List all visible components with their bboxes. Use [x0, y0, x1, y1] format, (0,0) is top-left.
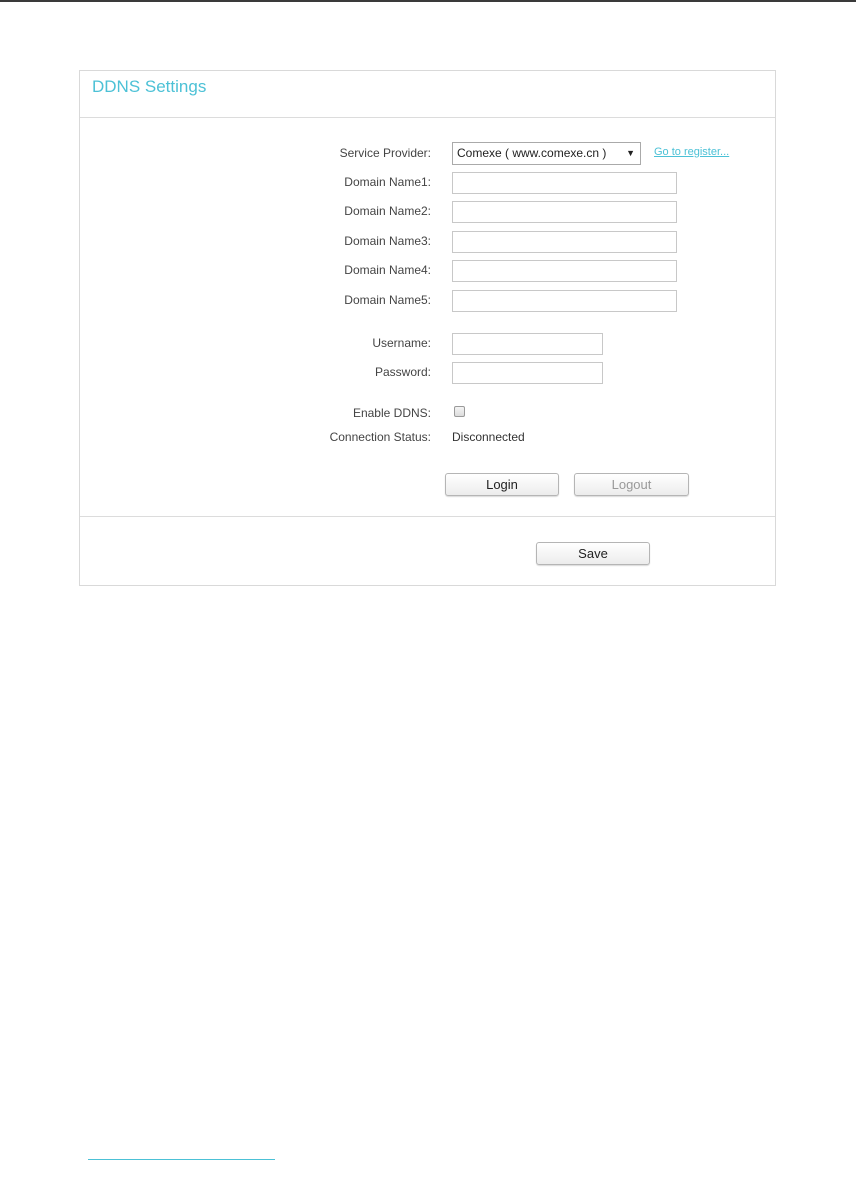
- connection-status-label: Connection Status:: [329, 430, 431, 444]
- enable-ddns-label: Enable DDNS:: [352, 406, 431, 420]
- username-input[interactable]: [452, 333, 603, 355]
- domain-name4-input[interactable]: [452, 260, 677, 282]
- service-provider-select[interactable]: [452, 142, 641, 165]
- enable-ddns-checkbox[interactable]: [454, 406, 465, 417]
- domain-name2-input[interactable]: [452, 201, 677, 223]
- domain-name2-label: Domain Name2:: [344, 204, 431, 218]
- ddns-settings-panel: [79, 70, 776, 586]
- password-label: Password:: [374, 365, 431, 379]
- domain-name1-label: Domain Name1:: [344, 175, 431, 189]
- divider: [80, 117, 775, 118]
- logout-button[interactable]: Logout: [574, 473, 689, 496]
- divider: [80, 516, 775, 517]
- domain-name5-input[interactable]: [452, 290, 677, 312]
- service-provider-label: Service Provider:: [339, 146, 431, 160]
- login-button[interactable]: Login: [445, 473, 559, 496]
- domain-name1-input[interactable]: [452, 172, 677, 194]
- go-to-register-link[interactable]: Go to register...: [654, 146, 730, 158]
- connection-status-value: Disconnected: [452, 430, 525, 444]
- panel-title: DDNS Settings: [92, 77, 207, 96]
- service-provider-value: Comexe ( www.comexe.cn ): [457, 146, 607, 160]
- page-top-rule: [0, 0, 856, 2]
- domain-name5-label: Domain Name5:: [344, 293, 431, 307]
- save-button[interactable]: Save: [536, 542, 650, 565]
- domain-name3-label: Domain Name3:: [344, 234, 431, 248]
- chevron-down-icon: ▼: [626, 148, 635, 158]
- username-label: Username:: [372, 336, 431, 350]
- footer-rule: [88, 1159, 275, 1160]
- password-input[interactable]: [452, 362, 603, 384]
- domain-name3-input[interactable]: [452, 231, 677, 253]
- domain-name4-label: Domain Name4:: [344, 263, 431, 277]
